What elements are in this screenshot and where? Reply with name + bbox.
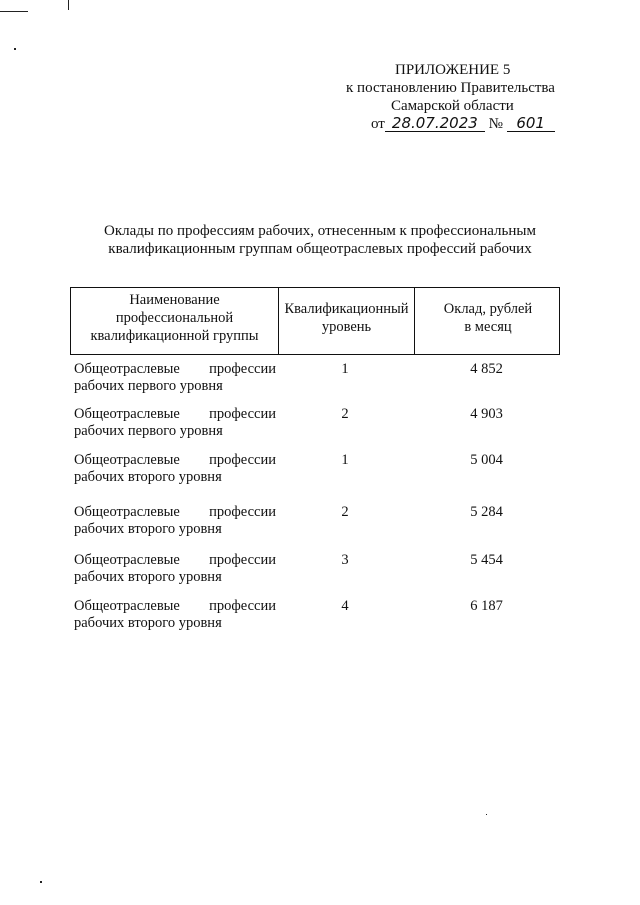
header-level-line2: уровень bbox=[321, 319, 372, 335]
row-level: 2 bbox=[341, 504, 349, 520]
row-name-word2: профессии bbox=[209, 361, 276, 377]
header-group-name bbox=[71, 288, 278, 354]
row-group-name bbox=[74, 452, 276, 486]
header-salary bbox=[414, 288, 561, 354]
row-group-name bbox=[74, 504, 276, 538]
row-name-line2: рабочих второго уровня bbox=[74, 569, 222, 585]
row-level: 2 bbox=[341, 406, 349, 422]
row-salary: 4 852 bbox=[470, 361, 503, 377]
table-row bbox=[70, 552, 560, 592]
row-level: 4 bbox=[341, 598, 349, 614]
appendix-region-line: Самарской области bbox=[391, 98, 514, 114]
document-title bbox=[60, 222, 580, 258]
row-name-word1: Общеотраслевые bbox=[74, 452, 180, 468]
handwritten-date: 28.07.2023 bbox=[385, 115, 485, 132]
row-salary: 5 454 bbox=[470, 552, 503, 568]
row-group-name bbox=[74, 598, 276, 632]
row-name-line2: рабочих первого уровня bbox=[74, 378, 223, 394]
header-level bbox=[278, 288, 414, 354]
scan-mark bbox=[68, 0, 69, 10]
header-level-line1: Квалификационный bbox=[284, 301, 409, 317]
row-salary: 6 187 bbox=[470, 598, 503, 614]
row-name-word2: профессии bbox=[209, 504, 276, 520]
row-name-word1: Общеотраслевые bbox=[74, 361, 180, 377]
scan-mark bbox=[486, 814, 487, 815]
row-name-word1: Общеотраслевые bbox=[74, 598, 180, 614]
row-level: 1 bbox=[341, 452, 349, 468]
handwritten-number: 601 bbox=[507, 115, 555, 132]
header-group-name-line1: Наименование bbox=[129, 292, 220, 308]
row-name-line2: рабочих второго уровня bbox=[74, 521, 222, 537]
header-salary-line1: Оклад, рублей bbox=[443, 301, 533, 317]
appendix-resolution-line: к постановлению Правительства bbox=[346, 80, 555, 96]
row-name-word2: профессии bbox=[209, 406, 276, 422]
row-name-word2: профессии bbox=[209, 598, 276, 614]
row-group-name bbox=[74, 361, 276, 395]
row-name-word1: Общеотраслевые bbox=[74, 504, 180, 520]
row-name-word1: Общеотраслевые bbox=[74, 406, 180, 422]
row-name-word1: Общеотраслевые bbox=[74, 552, 180, 568]
appendix-date-number-line bbox=[371, 115, 555, 133]
row-group-name bbox=[74, 406, 276, 440]
header-group-name-line3: квалификационной группы bbox=[90, 328, 259, 344]
table-row bbox=[70, 598, 560, 638]
table-row bbox=[70, 452, 560, 492]
row-level: 1 bbox=[341, 361, 349, 377]
table-row bbox=[70, 361, 560, 401]
row-name-line2: рабочих первого уровня bbox=[74, 423, 223, 439]
header-salary-line2: в месяц bbox=[464, 319, 512, 335]
row-salary: 4 903 bbox=[470, 406, 503, 422]
scan-mark bbox=[0, 11, 28, 12]
scan-mark bbox=[40, 881, 42, 883]
appendix-title: ПРИЛОЖЕНИЕ 5 bbox=[395, 62, 511, 78]
row-salary: 5 284 bbox=[470, 504, 503, 520]
row-name-word2: профессии bbox=[209, 552, 276, 568]
from-prefix: от bbox=[371, 116, 385, 132]
table-row bbox=[70, 504, 560, 544]
number-prefix: № bbox=[488, 116, 503, 132]
header-group-name-line2: профессиональной bbox=[115, 310, 234, 326]
document-title-line1: Оклады по профессиям рабочих, отнесенным к профессиональным bbox=[104, 223, 536, 239]
row-level: 3 bbox=[341, 552, 349, 568]
table-header bbox=[70, 287, 560, 355]
row-group-name bbox=[74, 552, 276, 586]
document-title-line2: квалификационным группам общеотраслевых профессий рабочих bbox=[108, 241, 532, 257]
table-row bbox=[70, 406, 560, 446]
row-name-word2: профессии bbox=[209, 452, 276, 468]
scan-mark bbox=[14, 48, 16, 50]
row-name-line2: рабочих второго уровня bbox=[74, 469, 222, 485]
row-name-line2: рабочих второго уровня bbox=[74, 615, 222, 631]
row-salary: 5 004 bbox=[470, 452, 503, 468]
